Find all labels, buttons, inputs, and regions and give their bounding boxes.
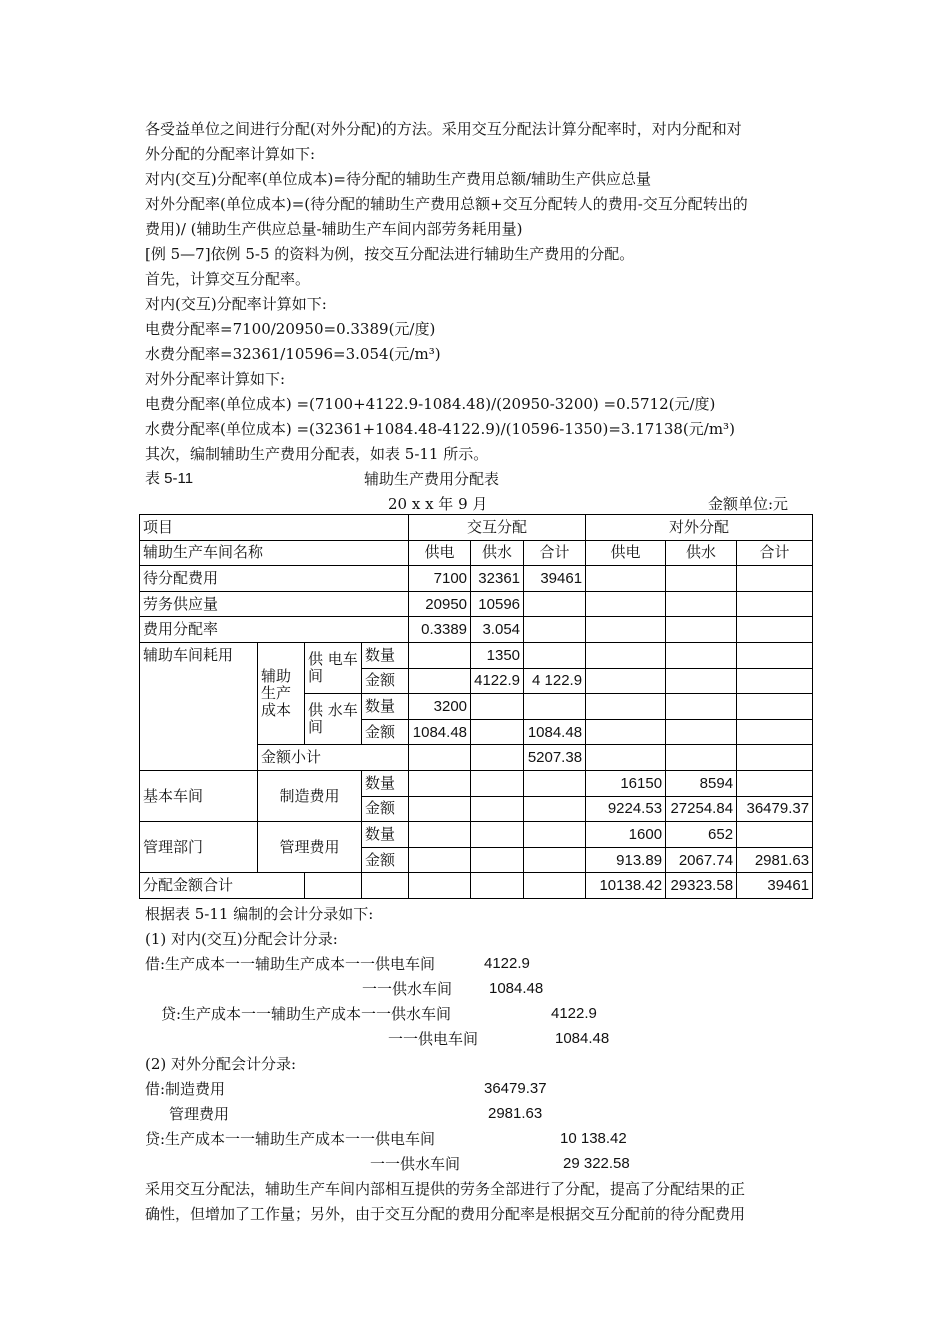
table-row bbox=[140, 822, 813, 848]
header-total: 合计 bbox=[524, 540, 586, 566]
table-row bbox=[140, 617, 813, 643]
journal-line: 管理费用 bbox=[169, 1105, 230, 1123]
cell-value: 913.89 bbox=[586, 847, 666, 873]
table-unit: 金额单位:元 bbox=[708, 495, 789, 513]
row-label: 金额 bbox=[362, 847, 409, 873]
cell-value: 32361 bbox=[471, 566, 524, 592]
journal-amount: 2981.63 bbox=[488, 1105, 543, 1122]
journal-amount: 1084.48 bbox=[489, 980, 544, 997]
row-label: 数量 bbox=[362, 822, 409, 848]
journal-line: 一一供水车间 bbox=[370, 1155, 461, 1173]
intro-line-11: 对外分配率计算如下: bbox=[145, 370, 286, 388]
cell-value: 1084.48 bbox=[409, 719, 471, 745]
row-label: 数量 bbox=[362, 770, 409, 796]
journal-amount: 1084.48 bbox=[555, 1030, 610, 1047]
journal-amount: 36479.37 bbox=[484, 1080, 547, 1097]
row-label: 管理费用 bbox=[258, 822, 362, 873]
row-label: 金额 bbox=[362, 719, 409, 745]
cell-value: 8594 bbox=[666, 770, 737, 796]
header-item: 项目 bbox=[140, 515, 409, 541]
row-label: 金额 bbox=[362, 668, 409, 694]
cell-value: 1084.48 bbox=[524, 719, 586, 745]
cell-value: 5207.38 bbox=[524, 745, 586, 771]
entries-heading-1: (1) 对内(交互)分配会计分录: bbox=[145, 930, 338, 948]
table-row bbox=[140, 515, 813, 541]
journal-amount: 10 138.42 bbox=[560, 1130, 627, 1147]
table-row bbox=[140, 540, 813, 566]
cell-value: 16150 bbox=[586, 770, 666, 796]
intro-line-3: 对内(交互)分配率(单位成本)=待分配的辅助生产费用总额/辅助生产供应总量 bbox=[145, 170, 652, 188]
cell-value: 2981.63 bbox=[737, 847, 813, 873]
row-label: 分配金额合计 bbox=[140, 873, 305, 899]
cell-value: 3.054 bbox=[471, 617, 524, 643]
entries-heading-2: (2) 对外分配会计分录: bbox=[145, 1055, 297, 1073]
cell-value: 27254.84 bbox=[666, 796, 737, 822]
intro-line-1: 各受益单位之间进行分配(对外分配)的方法。采用交互分配法计算分配率时，对内分配和对 bbox=[145, 120, 742, 138]
cell-value: 9224.53 bbox=[586, 796, 666, 822]
cell-value: 10138.42 bbox=[586, 873, 666, 899]
row-label: 基本车间 bbox=[140, 770, 258, 821]
table-row bbox=[140, 642, 813, 668]
cell-value: 652 bbox=[666, 822, 737, 848]
row-label: 制造费用 bbox=[258, 770, 362, 821]
cell-value: 3200 bbox=[409, 694, 471, 720]
intro-line-5: 费用)/ (辅助生产供应总量-辅助生产车间内部劳务耗用量) bbox=[145, 220, 523, 238]
row-label: 辅助车间耗用 bbox=[140, 642, 258, 770]
row-label: 待分配费用 bbox=[140, 566, 409, 592]
cell-value: 1350 bbox=[471, 642, 524, 668]
entries-intro: 根据表 5-11 编制的会计分录如下: bbox=[145, 905, 374, 923]
cell-value: 0.3389 bbox=[409, 617, 471, 643]
table-title: 辅助生产费用分配表 bbox=[364, 470, 500, 488]
allocation-table bbox=[139, 514, 813, 899]
journal-line: 借:制造费用 bbox=[145, 1080, 226, 1098]
table-row bbox=[140, 873, 813, 899]
cell-value: 10596 bbox=[471, 591, 524, 617]
row-label: 管理部门 bbox=[140, 822, 258, 873]
header-workshop: 辅助生产车间名称 bbox=[140, 540, 409, 566]
header-mutual: 交互分配 bbox=[409, 515, 586, 541]
cell-value: 7100 bbox=[409, 566, 471, 592]
cell-value: 2067.74 bbox=[666, 847, 737, 873]
intro-line-6: [例 5—7]依例 5-5 的资料为例，按交互分配法进行辅助生产费用的分配。 bbox=[145, 245, 635, 263]
closing-line-2: 确性，但增加了工作量；另外，由于交互分配的费用分配率是根据交互分配前的待分配费用 bbox=[145, 1205, 746, 1223]
journal-amount: 29 322.58 bbox=[563, 1155, 630, 1172]
journal-line: 贷:生产成本一一辅助生产成本一一供水车间 bbox=[161, 1005, 452, 1023]
row-label: 辅助生产成本 bbox=[258, 642, 305, 744]
table-row bbox=[140, 591, 813, 617]
header-external: 对外分配 bbox=[586, 515, 813, 541]
cell-value: 4 122.9 bbox=[524, 668, 586, 694]
intro-line-8: 对内(交互)分配率计算如下: bbox=[145, 295, 327, 313]
header-water: 供水 bbox=[471, 540, 524, 566]
row-label: 数量 bbox=[362, 642, 409, 668]
row-label: 劳务供应量 bbox=[140, 591, 409, 617]
intro-line-4: 对外分配率(单位成本)=(待分配的辅助生产费用总额+交互分配转人的费用-交互分配转出的 bbox=[145, 195, 748, 213]
row-label: 费用分配率 bbox=[140, 617, 409, 643]
table-row bbox=[140, 770, 813, 796]
cell-value: 39461 bbox=[737, 873, 813, 899]
cell-value: 36479.37 bbox=[737, 796, 813, 822]
cell-value: 4122.9 bbox=[471, 668, 524, 694]
table-row bbox=[140, 566, 813, 592]
intro-line-9: 电费分配率=7100/20950=0.3389(元/度) bbox=[145, 320, 436, 338]
row-label: 金额小计 bbox=[258, 745, 409, 771]
journal-line: 贷:生产成本一一辅助生产成本一一供电车间 bbox=[145, 1130, 436, 1148]
row-label: 金额 bbox=[362, 796, 409, 822]
cell-value: 1600 bbox=[586, 822, 666, 848]
cell-value: 29323.58 bbox=[666, 873, 737, 899]
header-power: 供电 bbox=[586, 540, 666, 566]
intro-line-2: 外分配的分配率计算如下: bbox=[145, 145, 316, 163]
table-number: 表 5-11 bbox=[145, 470, 194, 487]
journal-line: 借:生产成本一一辅助生产成本一一供电车间 bbox=[145, 955, 436, 973]
cell-value: 20950 bbox=[409, 591, 471, 617]
intro-line-14: 其次，编制辅助生产费用分配表，如表 5-11 所示。 bbox=[145, 445, 489, 463]
table-date: 20 x x 年 9 月 bbox=[388, 495, 488, 513]
header-water: 供水 bbox=[666, 540, 737, 566]
header-power: 供电 bbox=[409, 540, 471, 566]
intro-line-10: 水费分配率=32361/10596=3.054(元/m³) bbox=[145, 345, 441, 363]
journal-amount: 4122.9 bbox=[551, 1005, 597, 1022]
journal-line: 一一供电车间 bbox=[388, 1030, 479, 1048]
header-total: 合计 bbox=[737, 540, 813, 566]
journal-amount: 4122.9 bbox=[484, 955, 530, 972]
row-label: 数量 bbox=[362, 694, 409, 720]
cell-value: 39461 bbox=[524, 566, 586, 592]
closing-line-1: 采用交互分配法，辅助生产车间内部相互提供的劳务全部进行了分配，提高了分配结果的正 bbox=[145, 1180, 746, 1198]
journal-line: 一一供水车间 bbox=[362, 980, 453, 998]
row-label: 供 水车间 bbox=[305, 694, 362, 745]
intro-line-7: 首先，计算交互分配率。 bbox=[145, 270, 311, 288]
intro-line-13: 水费分配率(单位成本) =(32361+1084.48-4122.9)/(10596-1350)=3.17138(元/m³) bbox=[145, 420, 735, 438]
row-label: 供 电车间 bbox=[305, 642, 362, 693]
intro-line-12: 电费分配率(单位成本) =(7100+4122.9-1084.48)/(20950-3200) =0.5712(元/度) bbox=[145, 395, 716, 413]
